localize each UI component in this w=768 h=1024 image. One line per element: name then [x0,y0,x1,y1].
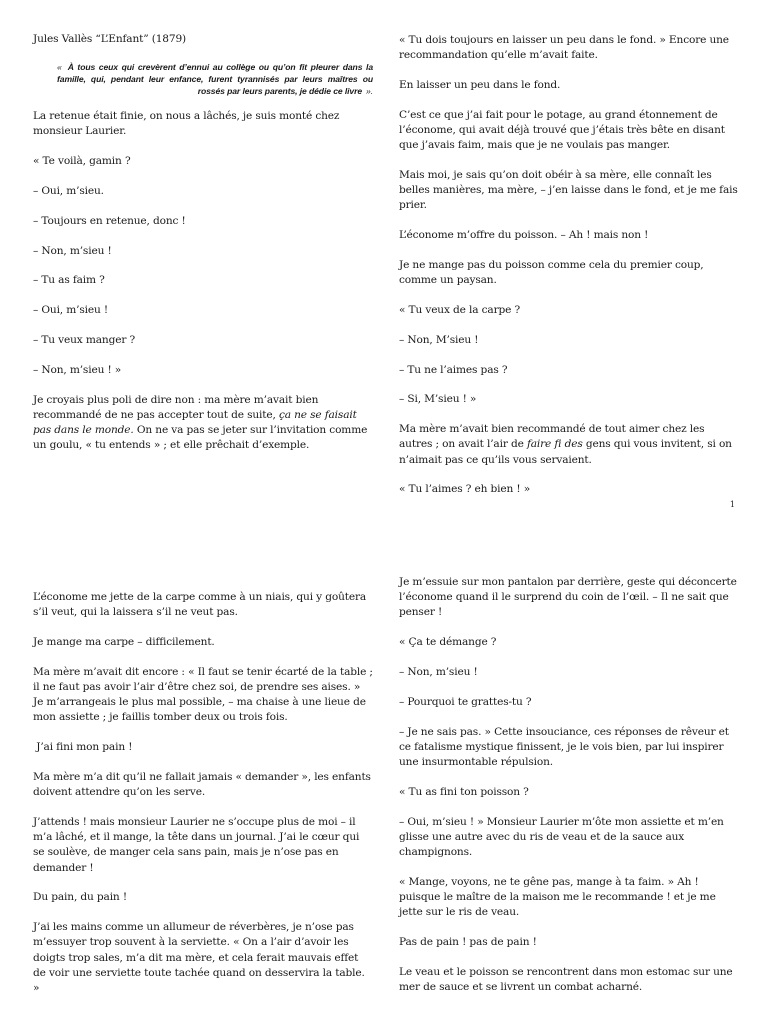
italic-text: ça ne se faisait pas dans le monde. [33,408,357,436]
paragraph: « Tu l’aimes ? eh bien ! » [399,483,531,496]
text-run: Je croyais plus poli de dire non : ma mère m’avait bien recommandé de ne pas accepter tout de suite, [33,393,319,421]
paragraph: « Tu dois toujours en laisser un peu dans le fond. » Encore une recommandation qu’elle m’avait faite. [399,34,729,62]
epigraph [57,61,373,97]
paragraph: « Tu veux de la carpe ? [399,304,520,316]
italic-text: faire fi des [526,438,583,451]
paragraph: – Je ne sais pas. » Cette insouciance, ces réponses de rêveur et ce fatalisme mystique finissent, je le vois bien, par lui inspirer une insurmontable répulsion. [399,725,729,768]
paragraph: – Tu ne l’aimes pas ? [399,363,508,376]
paragraph: « Te voilà, gamin ? [33,155,131,168]
paragraph [399,422,739,468]
paragraph: « Ça te démange ? [399,636,497,649]
text-run: On ne va pas se jeter sur l’invitation comme un goulu, « tu entends » ; et elle prêchait d’exemple. [33,423,368,452]
paragraph: – Non, M’sieu ! [399,333,479,346]
paragraph: – Tu as faim ? [33,274,105,287]
paragraph: Mais moi, je sais qu’on doit obéir à sa mère, elle connaît les belles manières, ma mère, – j’en laisse dans le fond, et je me fais prier. [399,169,738,212]
paragraph: – Non, m’sieu ! [33,244,112,257]
paragraph: – Pourquoi te grattes-tu ? [399,695,532,708]
page1-left-column [33,32,373,468]
paragraph: C’est ce que j’ai fait pour le potage, au grand étonnement de l’économe, qui avait déjà trouvé que j’étais très bête en disant que j’avais faim, mais que je ne voulais pas manger. [399,108,725,152]
paragraph: – Tu veux manger ? [33,333,135,346]
paragraph: En laisser un peu dans le fond. [399,79,561,91]
page2-right-column [399,575,739,1010]
paragraph: – Non, m’sieu ! [399,666,478,678]
paragraph: Du pain, du pain ! [33,891,127,904]
paragraph: Je ne mange pas du poisson comme cela du premier coup, comme un paysan. [399,259,704,287]
document-heading: Jules Vallès “L’Enfant” (1879) [33,33,187,45]
paragraph: – Oui, m’sieu. [33,185,104,197]
paragraph: « Tu as fini ton poisson ? [399,785,529,798]
paragraph: – Oui, m’sieu ! [33,304,108,317]
paragraph: Ma mère m’avait dit encore : « Il faut se tenir écarté de la table ; il ne faut pas avoir l’air d’être chez soi, de prendre ses aises. » Je m’arrangeais le plus mal possible, – ma chaise à une lieue de mon assiette ; je faillis tomber deux ou trois fois. [33,665,373,724]
page-number: 1 [729,500,735,509]
paragraph: – Toujours en retenue, donc ! [33,214,186,227]
paragraph: « Mange, voyons, ne te gêne pas, mange à ta faim. » Ah ! puisque le maître de la maison me le recommande ! et je me jette sur le ris de veau. [399,875,716,919]
epigraph-close-quote: ». [366,86,373,97]
paragraph: – Si, M’sieu ! » [399,393,477,406]
paragraph: – Oui, m’sieu ! » Monsieur Laurier m’ôte mon assiette et m’en glisse une autre avec du ris de veau et de la sauce aux champignons. [399,815,724,858]
paragraph: J’attends ! mais monsieur Laurier ne s’occupe plus de moi – il m’a lâché, et il mange, la tête dans un journal. J’ai le cœur qui se soulève, de manger cela sans pain, mais je n’ose pas en demander ! [33,816,360,874]
page1-right-column [399,33,739,512]
paragraph: J’ai fini mon pain ! [33,741,133,754]
epigraph-text: À tous ceux qui crevèrent d’ennui au collège ou qu’on fit pleurer dans la famille, qui, pendant leur enfance, furent tyrannisés par leurs maîtres ou rossés par leurs parents, je dédie ce livre [57,62,373,97]
paragraph: Ma mère m’a dit qu’il ne fallait jamais « demander », les enfants doivent attendre qu’on les serve. [33,771,371,799]
text-run: Ma mère m’avait bien recommandé de tout aimer chez les autres ; on avait l’air de [399,423,705,451]
paragraph: J’ai les mains comme un allumeur de réverbères, je n’ose pas m’essuyer trop souvent à la serviette. « On a l’air d’avoir les doigts trop sales, m’a dit ma mère, et cela ferait mauvais effet de voir une serviette toute tachée quand on desservira la table. » [33,921,365,995]
paragraph: La retenue était finie, on nous a lâchés, je suis monté chez monsieur Laurier. [33,110,340,138]
paragraph: L’économe me jette de la carpe comme à un niais, qui y goûtera s’il veut, qui la laissera s’il ne veut pas. [33,591,367,619]
paragraph: – Non, m’sieu ! » [33,363,122,376]
paragraph: Je mange ma carpe – difficilement. [33,636,215,648]
text-run: gens qui vous invitent, si on n’aimait pas ce qu’ils vous servaient. [399,438,732,466]
paragraph: Je m’essuie sur mon pantalon par derrière, geste qui déconcerte l’économe quand il le surprend du coin de l’œil. – Il ne sait que penser ! [399,576,737,619]
paragraph [33,393,373,454]
epigraph-open-quote: « [57,62,62,73]
page2-left-column [33,590,373,1011]
paragraph: L’économe m’offre du poisson. – Ah ! mais non ! [399,229,649,242]
paragraph: Pas de pain ! pas de pain ! [399,936,537,948]
paragraph: Le veau et le poisson se rencontrent dans mon estomac sur une mer de sauce et se livrent un combat acharné. [399,965,733,993]
